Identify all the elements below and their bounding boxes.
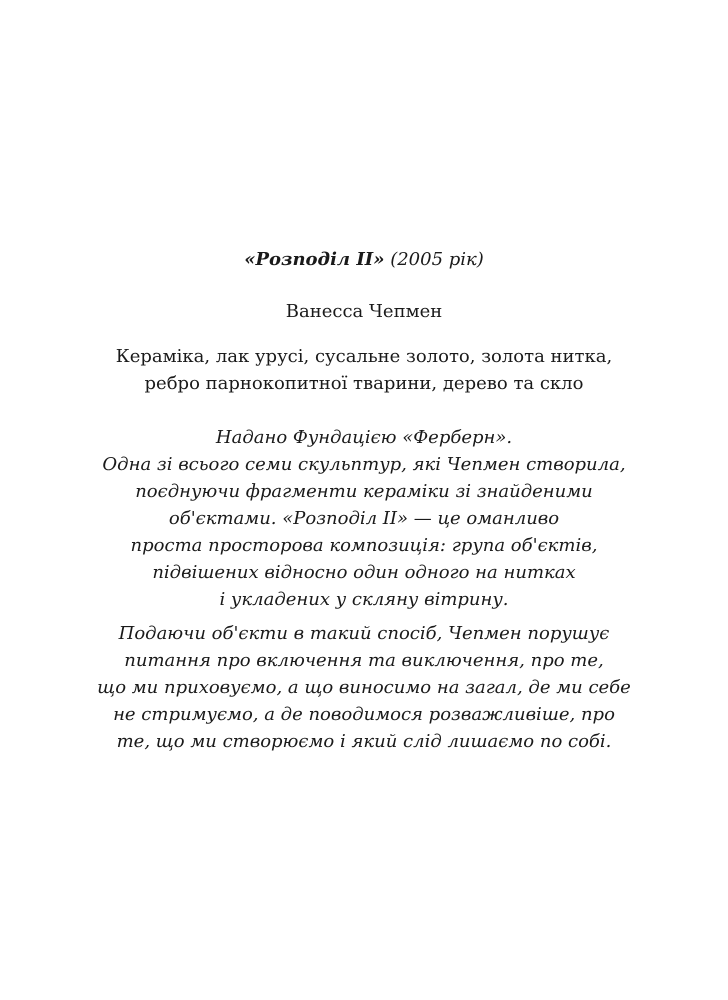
credit-line: Надано Фундацією «Ферберн».: [215, 427, 513, 448]
description-line: не стримуємо, а де поводимося розважливіше, про: [113, 704, 615, 725]
description-line: що ми приховуємо, а що виносимо на загал, де ми себе: [97, 677, 631, 698]
description-paragraph: [0, 620, 728, 755]
materials-line: Кераміка, лак урусі, сусальне золото, золота нитка,: [115, 346, 613, 367]
credit-line: підвішених відносно один одного на нитках: [152, 562, 576, 583]
artwork-year: (2005 рік): [390, 249, 484, 270]
credit-line: проста просторова композиція: група об'єктів,: [130, 535, 598, 556]
materials: [0, 343, 728, 397]
artwork-title-line: [0, 246, 728, 273]
credit-line: об'єктами. «Розподіл ІІ» — це оманливо: [168, 508, 560, 529]
credit-line: Одна зі всього семи скульптур, які Чепмен створила,: [102, 454, 626, 475]
materials-line: ребро парнокопитної тварини, дерево та скло: [144, 373, 584, 394]
credit-paragraph: [0, 424, 728, 613]
description-line: питання про включення та виключення, про те,: [124, 650, 604, 671]
credit-line: поєднуючи фрагменти кераміки зі знайденими: [135, 481, 593, 502]
credit-line: і укладених у скляну вітрину.: [219, 589, 509, 610]
description-line: Подаючи об'єкти в такий спосіб, Чепмен порушує: [118, 623, 610, 644]
artist-name: Ванесса Чепмен: [285, 301, 443, 322]
description-line: те, що ми створюємо і який слід лишаємо по собі.: [116, 731, 612, 752]
artwork-title: «Розподіл ІІ»: [244, 249, 385, 270]
